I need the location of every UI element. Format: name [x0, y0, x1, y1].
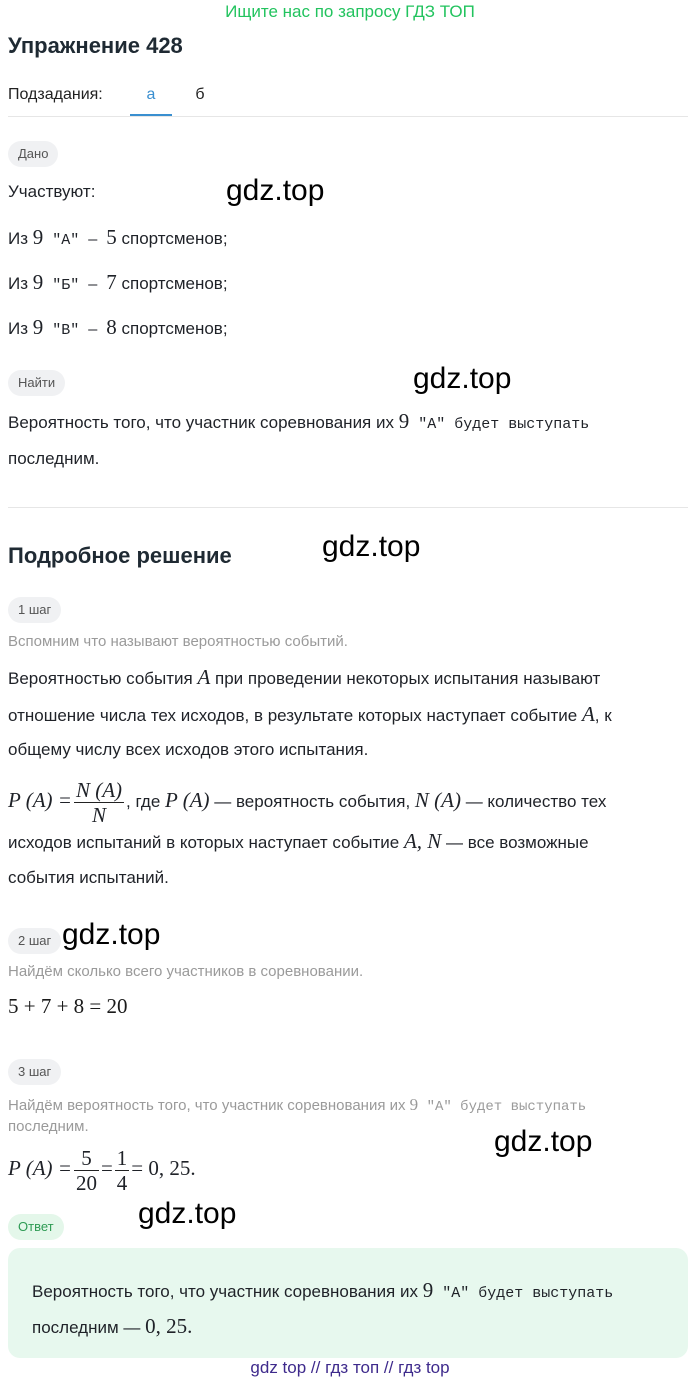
- tab-a[interactable]: а: [146, 86, 156, 103]
- find-badge: Найти: [8, 370, 65, 396]
- footer-links: gdz top // гдз топ // гдз top: [250, 1358, 450, 1377]
- tab-b[interactable]: б: [195, 86, 205, 103]
- answer-badge: Ответ: [8, 1214, 64, 1240]
- watermark: gdz.top: [226, 174, 325, 207]
- given-badge: Дано: [8, 141, 58, 167]
- watermark: gdz.top: [138, 1197, 237, 1230]
- answer-text: последним — 0, 25.: [32, 1314, 193, 1338]
- find-text: Вероятность того, что участник соревнования их 9 "А" будет выступать: [8, 409, 590, 433]
- watermark: gdz.top: [62, 918, 161, 951]
- watermark: gdz.top: [322, 530, 421, 563]
- solution-heading: Подробное решение: [8, 543, 232, 568]
- step-note: Найдём вероятность того, что участник соревнования их 9 "А" будет выступать: [8, 1095, 587, 1115]
- given-line: Из 9 "А" — 5 спортсменов;: [8, 225, 228, 249]
- divider: [8, 116, 688, 117]
- divider: [8, 507, 688, 508]
- page-title: Упражнение 428: [8, 33, 183, 58]
- step-text: отношение числа тех исходов, в результате которых наступает событие A, к: [8, 702, 612, 726]
- sum-formula: 5 + 7 + 8 = 20: [8, 994, 128, 1018]
- step-text: Вероятностью события A при проведении некоторых испытания называют: [8, 665, 601, 689]
- result-formula: P (A) = $\frac{5}{20}$ = $\frac{1}{4}$ = 0, 25.: [8, 1146, 196, 1196]
- watermark: gdz.top: [413, 362, 512, 395]
- step-note: Найдём сколько всего участников в соревновании.: [8, 963, 364, 980]
- answer-text: Вероятность того, что участник соревнования их 9 "А" будет выступать: [32, 1278, 614, 1302]
- step-badge: 1 шаг: [8, 597, 61, 623]
- step-text: исходов испытаний в которых наступает событие A, N — все возможные: [8, 829, 589, 853]
- step-badge: 3 шаг: [8, 1059, 61, 1085]
- top-banner: Ищите нас по запросу ГДЗ ТОП: [225, 2, 475, 21]
- step-text: общему числу всех исходов этого испытания.: [8, 740, 369, 759]
- find-text: последним.: [8, 449, 100, 468]
- subtasks-label: Подзадания:: [8, 86, 103, 103]
- step-text: события испытаний.: [8, 868, 169, 887]
- given-line: Из 9 "Б" — 7 спортсменов;: [8, 270, 228, 294]
- given-intro: Участвуют:: [8, 182, 96, 201]
- given-line: Из 9 "В" — 8 спортсменов;: [8, 315, 228, 339]
- step-note: Вспомним что называют вероятностью событий.: [8, 633, 348, 650]
- step-note: последним.: [8, 1118, 89, 1135]
- probability-formula: P (A) = $\frac{N (A)}{N}$ , где P (A) — вероятность события, N (A) — количество тех: [8, 778, 607, 828]
- watermark: gdz.top: [494, 1125, 593, 1158]
- step-badge: 2 шаг: [8, 928, 61, 954]
